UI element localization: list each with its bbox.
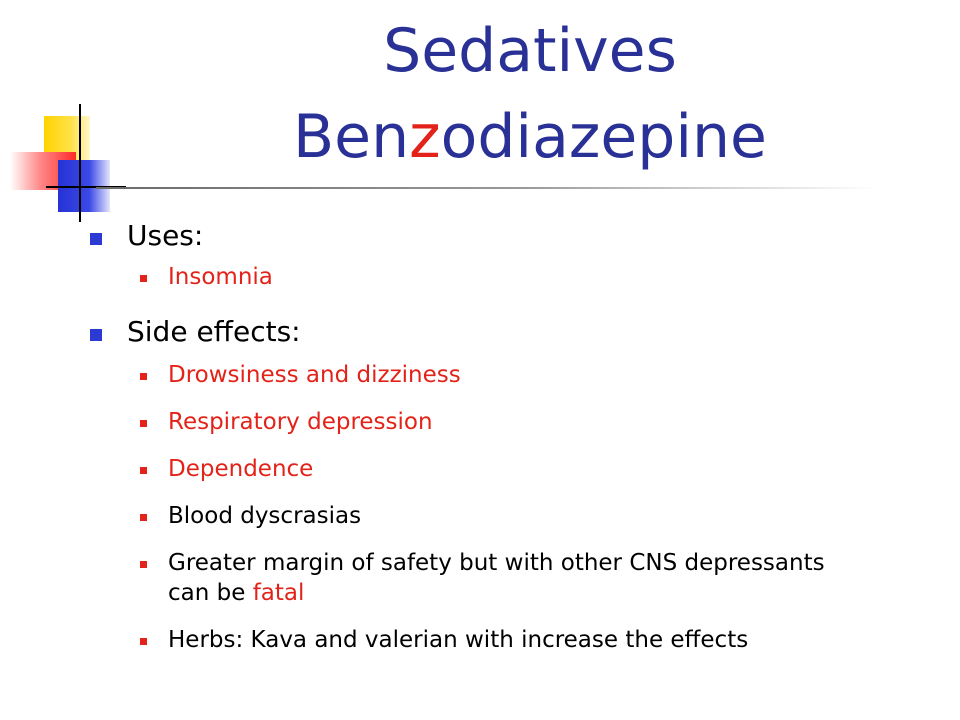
slide-title bbox=[160, 8, 900, 180]
bullet-margin-of-safety bbox=[140, 548, 868, 608]
title-line-2-end: odiazepine bbox=[440, 102, 767, 172]
bullet-dependence: Dependence bbox=[140, 454, 930, 484]
title-underline-rule bbox=[96, 187, 876, 189]
fatal-highlight: fatal bbox=[252, 580, 305, 606]
vertical-line-decoration bbox=[79, 104, 81, 222]
bullet-respiratory-depression: Respiratory depression bbox=[140, 407, 930, 437]
bullet-drowsiness: Drowsiness and dizziness bbox=[140, 360, 930, 390]
slide-body bbox=[90, 216, 930, 655]
bullet-uses-heading: Uses: bbox=[90, 216, 930, 256]
bullet-side-effects-heading: Side effects: bbox=[90, 312, 930, 352]
margin-of-safety-text: Greater margin of safety but with other CNS depressants can be bbox=[168, 550, 825, 606]
bullet-herbs: Herbs: Kava and valerian with increase the effects bbox=[140, 625, 930, 655]
title-line-2 bbox=[160, 94, 900, 180]
title-line-2-start: Ben bbox=[293, 102, 410, 172]
title-line-1: Sedatives bbox=[383, 16, 677, 86]
bullet-insomnia: Insomnia bbox=[140, 262, 930, 292]
bullet-blood-dyscrasias: Blood dyscrasias bbox=[140, 501, 930, 531]
title-highlight-letter: z bbox=[409, 102, 441, 172]
